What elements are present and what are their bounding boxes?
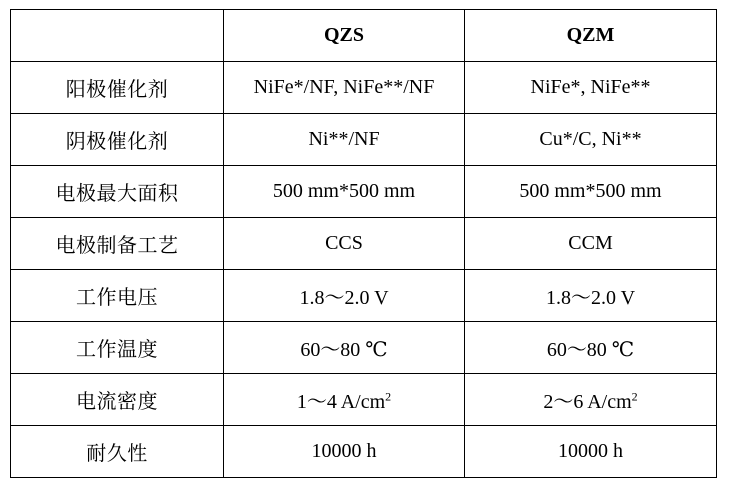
qzs-cell	[224, 374, 465, 426]
qzs-cell: 1.8～2.0 V	[224, 270, 465, 322]
qzs-cell: 60～80 ℃	[224, 322, 465, 374]
row-label: 电流密度	[11, 374, 224, 426]
header-qzs: QZS	[224, 10, 465, 62]
header-corner-cell	[11, 10, 224, 62]
row-label: 阳极催化剂	[11, 62, 224, 114]
header-row	[11, 10, 717, 62]
qzs-cell: CCS	[224, 218, 465, 270]
table-row	[11, 114, 717, 166]
row-label: 工作电压	[11, 270, 224, 322]
qzm-cell: NiFe*, NiFe**	[465, 62, 717, 114]
table-row	[11, 426, 717, 478]
row-label: 电极制备工艺	[11, 218, 224, 270]
qzs-cell: NiFe*/NF, NiFe**/NF	[224, 62, 465, 114]
qzm-cell: Cu*/C, Ni**	[465, 114, 717, 166]
superscript: 2	[385, 389, 392, 404]
table-row	[11, 270, 717, 322]
spec-table	[10, 9, 717, 478]
table-row	[11, 62, 717, 114]
header-qzm: QZM	[465, 10, 717, 62]
superscript: 2	[631, 389, 638, 404]
qzm-cell: 60～80 ℃	[465, 322, 717, 374]
qzm-current-density-value: 2～6 A/cm	[543, 391, 632, 413]
qzm-cell: CCM	[465, 218, 717, 270]
table-row	[11, 218, 717, 270]
row-label: 工作温度	[11, 322, 224, 374]
qzs-current-density-value: 1～4 A/cm	[296, 391, 386, 413]
qzm-cell: 500 mm*500 mm	[465, 166, 717, 218]
table-row	[11, 374, 717, 426]
qzs-cell: 500 mm*500 mm	[224, 166, 465, 218]
qzs-cell: 10000 h	[224, 426, 465, 478]
qzm-cell: 10000 h	[465, 426, 717, 478]
qzm-cell: 1.8～2.0 V	[465, 270, 717, 322]
row-label: 电极最大面积	[11, 166, 224, 218]
row-label: 阴极催化剂	[11, 114, 224, 166]
table-row	[11, 166, 717, 218]
row-label: 耐久性	[11, 426, 224, 478]
qzm-cell	[465, 374, 717, 426]
qzs-cell: Ni**/NF	[224, 114, 465, 166]
table-row	[11, 322, 717, 374]
